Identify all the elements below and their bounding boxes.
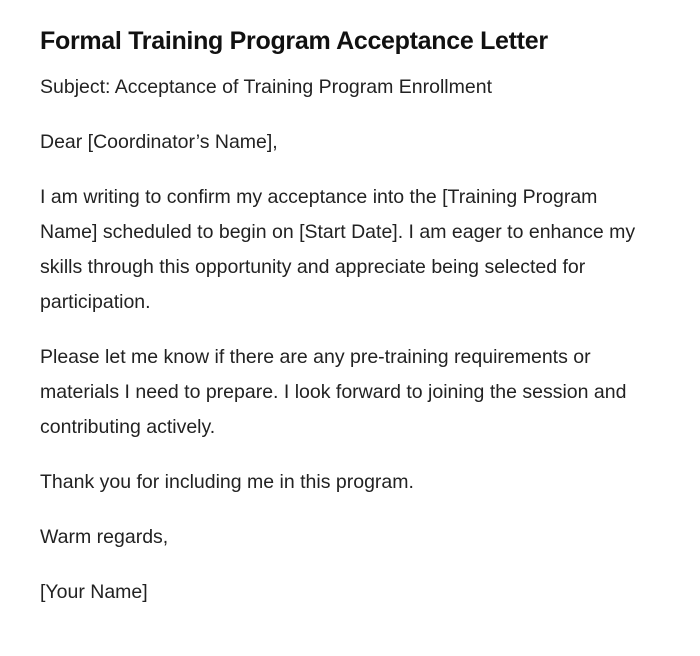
letter-document [40, 24, 640, 630]
letter-subject: Subject: Acceptance of Training Program Enrollment [40, 76, 492, 98]
letter-body-paragraph-1: I am writing to confirm my acceptance into the [Training Program Name] scheduled to begin on [Start Date]. I am eager to enhance my skills through this opportunity and appreciate being selected for participation. [40, 186, 636, 313]
letter-salutation: Dear [Coordinator’s Name], [40, 131, 278, 153]
letter-title: Formal Training Program Acceptance Letter [40, 27, 548, 55]
letter-signature: [Your Name] [40, 581, 148, 603]
letter-closing: Warm regards, [40, 526, 169, 548]
letter-body-paragraph-3: Thank you for including me in this program. [40, 471, 414, 493]
letter-body-paragraph-2: Please let me know if there are any pre-training requirements or materials I need to prepare. I look forward to joining the session and contributing actively. [40, 346, 627, 438]
